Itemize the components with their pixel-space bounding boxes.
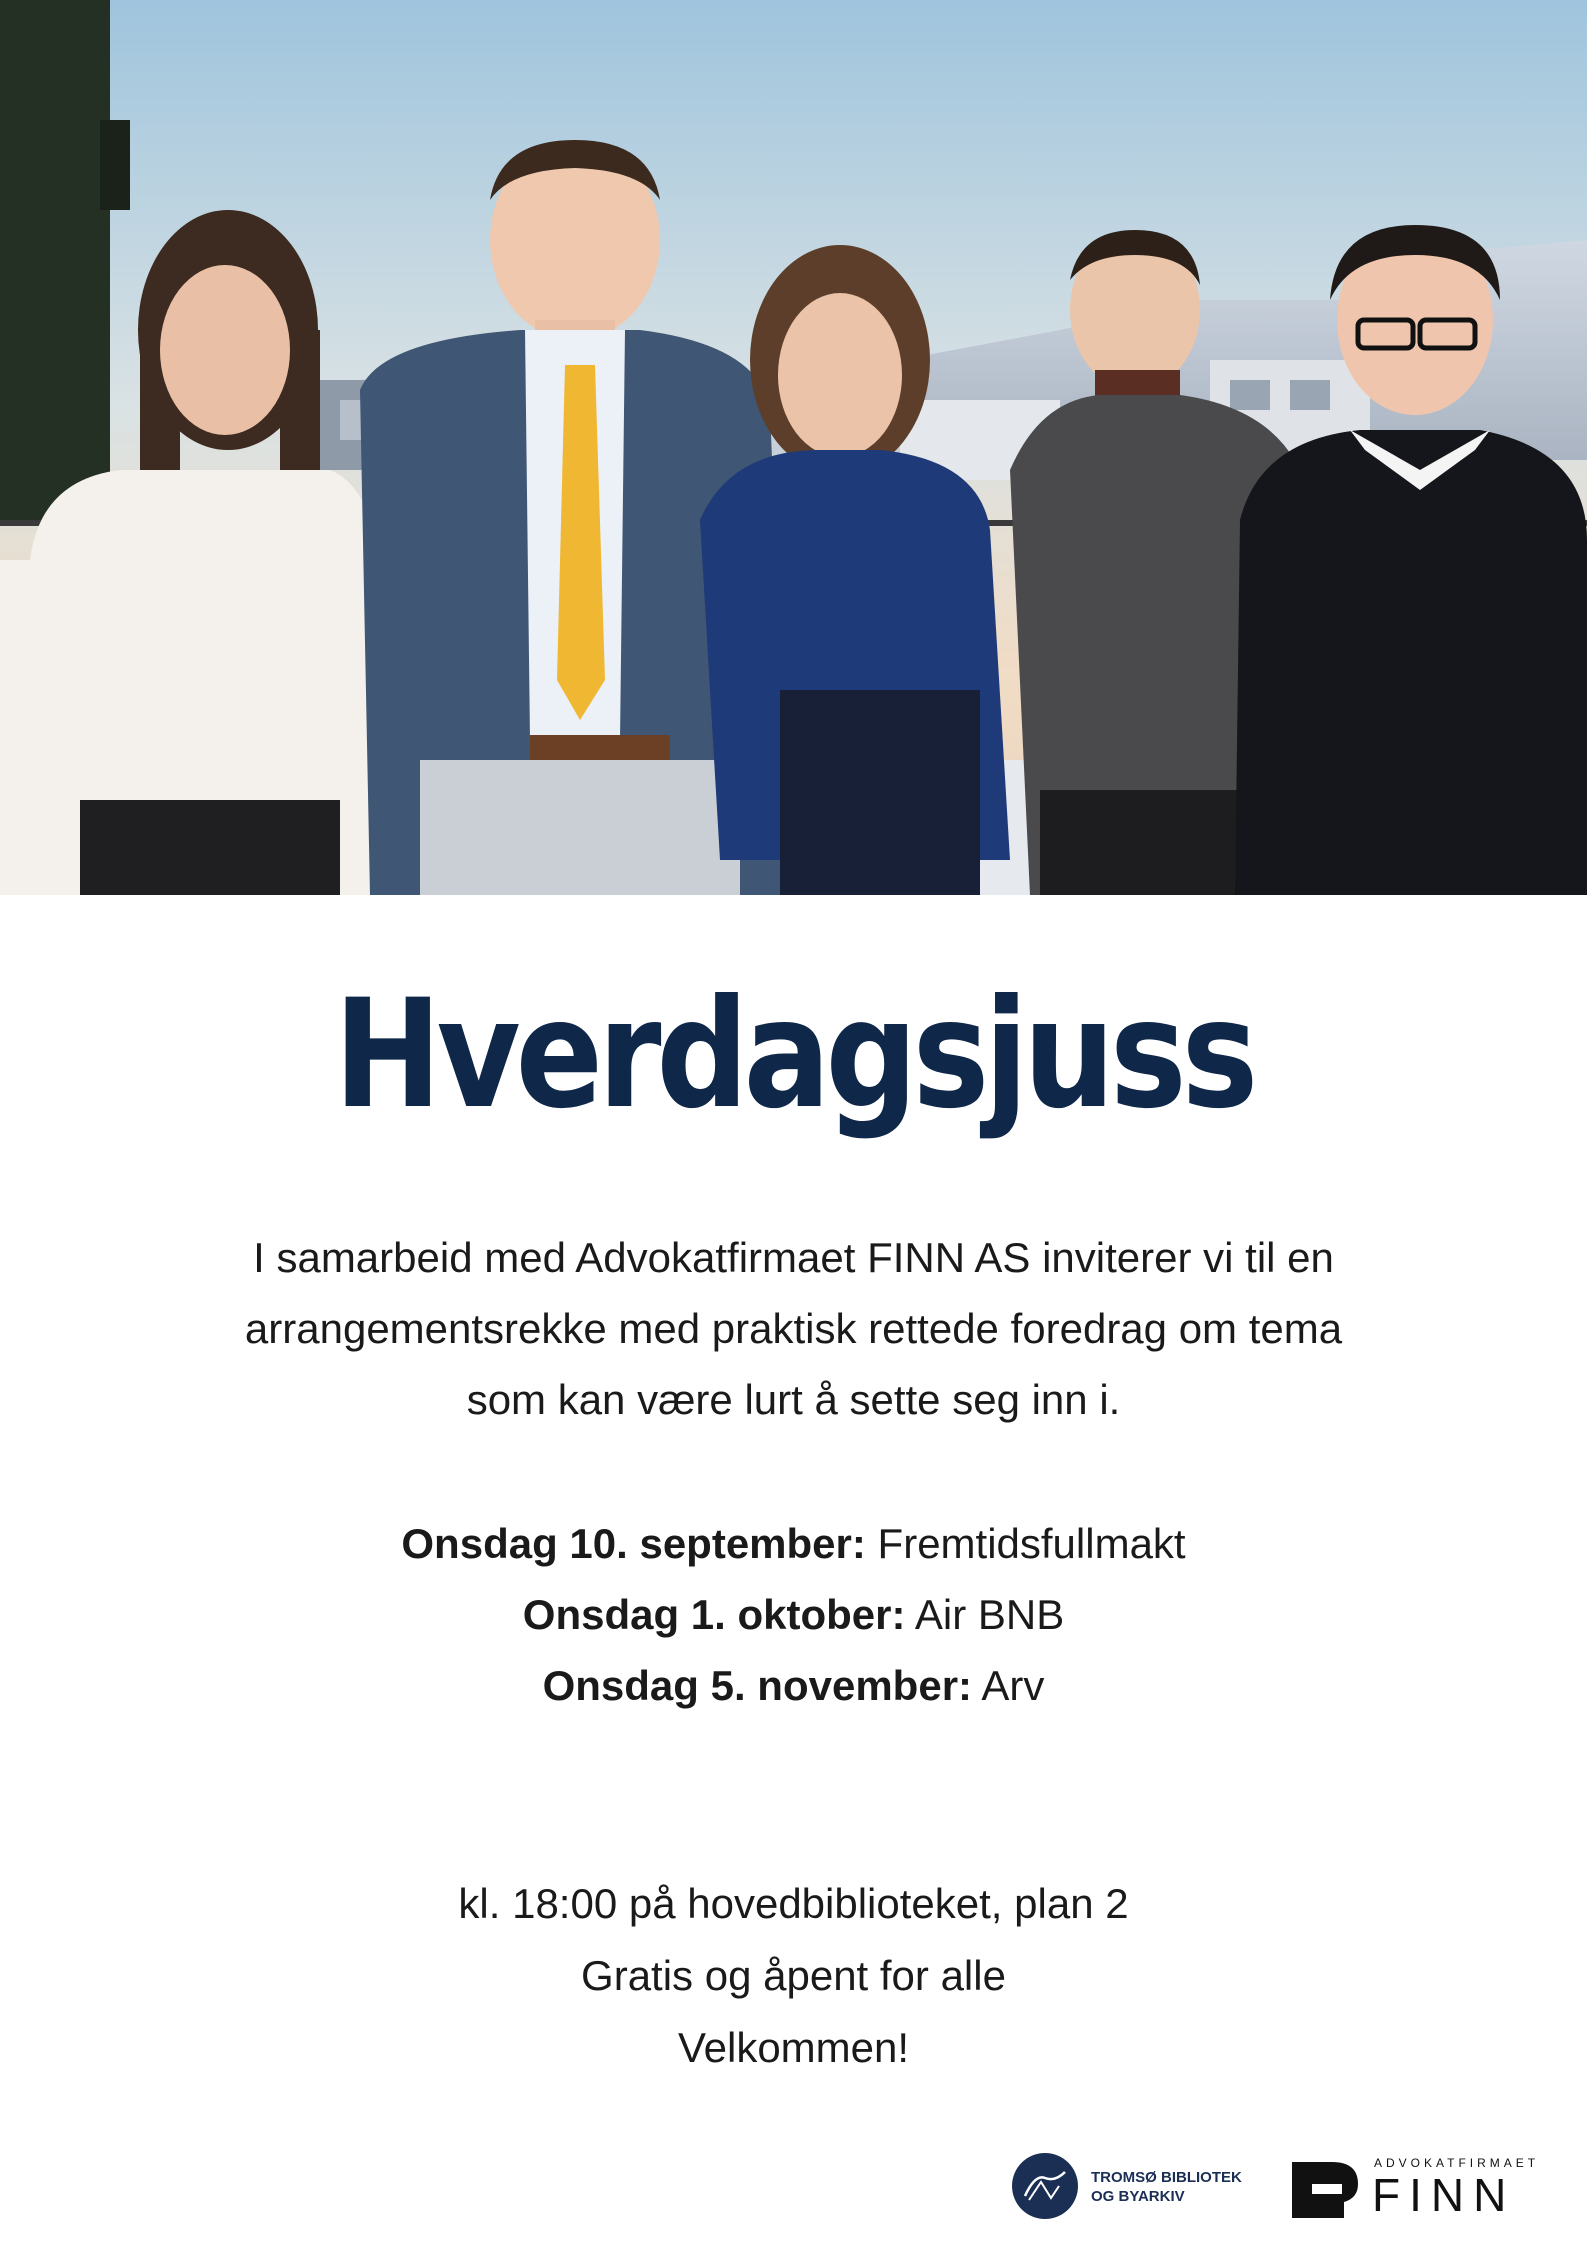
event-title: Hverdagsjuss (333, 968, 1254, 1142)
time-location: kl. 18:00 på hovedbiblioteket, plan 2 (458, 1880, 1129, 1927)
library-name-line2: OG BYARKIV (1091, 2188, 1185, 2205)
library-emblem-icon (1011, 2152, 1079, 2220)
finn-logo-name: FINN (1372, 2169, 1516, 2221)
library-logo (1011, 2152, 1251, 2224)
intro-line: som kan være lurt å sette seg inn i. (466, 1376, 1121, 1423)
schedule-item (0, 1508, 1587, 1579)
schedule-item (0, 1579, 1587, 1650)
schedule-topic: Fremtidsfullmakt (877, 1520, 1186, 1567)
welcome-text: Velkommen! (677, 2024, 910, 2071)
intro-line: I samarbeid med Advokatfirmaet FINN AS inviterer vi til en (253, 1234, 1334, 1281)
group-photo (0, 0, 1587, 895)
schedule-date: Onsdag 1. oktober: (522, 1591, 906, 1638)
schedule-date: Onsdag 5. november: (542, 1662, 973, 1709)
finn-logo-subtitle: ADVOKATFIRMAET (1374, 2156, 1540, 2170)
schedule-topic: Arv (981, 1662, 1045, 1709)
group-photo-illustration (0, 0, 1587, 895)
finn-mark-icon (1292, 2162, 1358, 2218)
practical-info (0, 1868, 1587, 2084)
intro-text (220, 1222, 1367, 1435)
schedule-item (0, 1650, 1587, 1721)
intro-line: arrangementsrekke med praktisk rettede foredrag om tema (244, 1305, 1343, 1352)
admission-note: Gratis og åpent for alle (581, 1952, 1006, 1999)
schedule-date: Onsdag 10. september: (401, 1520, 866, 1567)
finn-logo (1292, 2148, 1552, 2220)
library-logo-text (1091, 2168, 1242, 2206)
library-name-line1: TROMSØ BIBLIOTEK (1091, 2169, 1242, 2186)
event-schedule (0, 1508, 1587, 1721)
schedule-topic: Air BNB (914, 1591, 1065, 1638)
